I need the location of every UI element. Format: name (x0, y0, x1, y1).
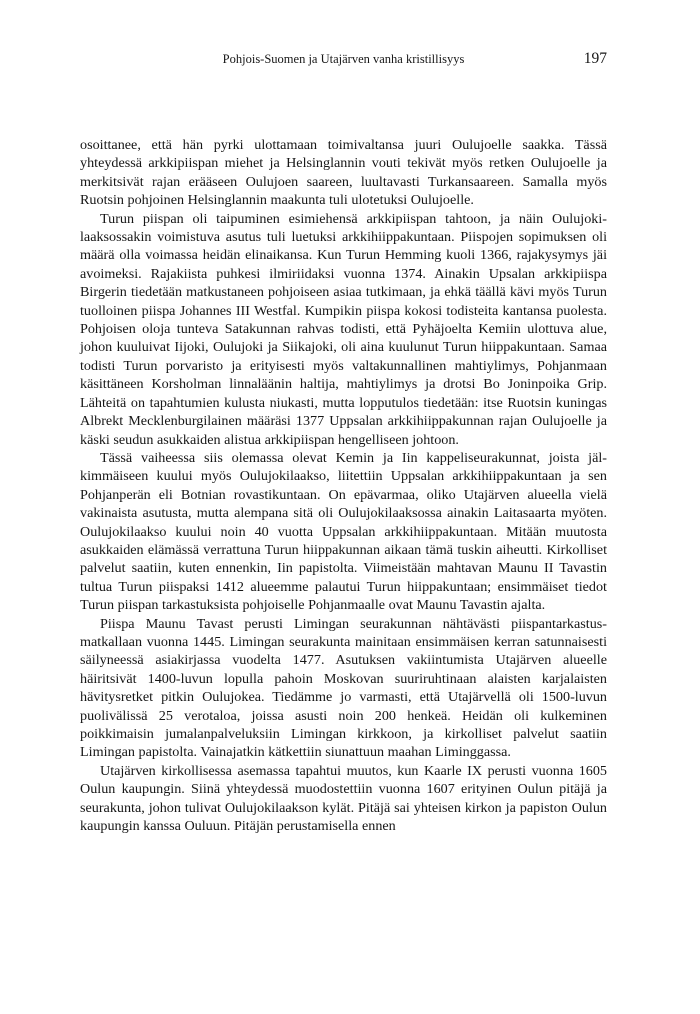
paragraph: osoittanee, että hän pyrki ulottamaan toimivaltansa juuri Oulujoelle saakka. Tässä yhteydessä arkkipiispan miehet ja Helsinglannin vouti tekivät myös retken Oulujoelle ja merkitsivät rajan erääseen Oulujoen saareen, luultavasti Turkansaareen. Samalla myös Ruotsin pohjoinen Helsinglannin maakunta tuli ulotetuksi Oulujoelle. (80, 137, 607, 209)
paragraph: Utajärven kirkollisessa asemassa tapahtui muutos, kun Kaarle IX perusti vuonna 1605 Oulun kaupungin. Siinä yhteydessä muodostettiin vuonna 1607 erityinen Oulun pitäjä ja seurakunta, johon tulivat Oulujokilaakson kylät. Pitäjä sai yhteisen kirkon ja papiston Oulun kaupungin kanssa Ouluun. Pitäjän perustamisella ennen (80, 762, 607, 835)
body-text (80, 136, 607, 835)
page-number: 197 (583, 50, 607, 67)
paragraph: Tässä vaiheessa siis olemassa olevat Kemin ja Iin kappeliseurakunnat, joista jälkimmäiseen kuului myös Oulujokilaakso, liitettiin Uppsalan arkkihiippakuntaan ja sen Pohjanperän eli Botnian rovastikuntaan. On epävarmaa, oliko Utajärven alueella vielä vakinaista asutusta, mutta alempana sitä oli Oulujokilaaksossa ainakin Laitasaarta myöten. Oulujokilaakso kuului noin 40 vuotta Uppsalan arkkihiippakuntaan. Mitään muutosta asukkaiden elämässä verrattuna Turun hiippakunnan aikaan tämä tuskin aiheutti. Kirkolliset palvelut saatiin, kuten ennenkin, Iin papistolta. Viimeistään mahtavan Maunu II Tavastin tultua Turun piispaksi 1412 alueemme palautui Turun hiippakuntaan; ensimmäiset tiedot Turun piispan tarkastuksista pohjoiselle Pohjanmaalle ovat Maunu Tavastin ajalta. (80, 449, 607, 614)
paragraph: Piispa Maunu Tavast perusti Limingan seurakunnan nähtävästi piispantarkastusmatkallaan vuonna 1445. Limingan seurakunta mainitaan ensimmäisen kerran satunnaisesti säilyneessä asiakirjassa vuodelta 1477. Asutuksen vakiintumista Utajärven alueelle häiritsivät 1400-luvun lopulla pahoin Moskovan suuriruhtinaan alaisten karjalaisten hävitysretket pitkin Oulujokea. Tiedämme jo varmasti, että Utajärvellä oli 1500-luvun puolivälissä 25 verotaloa, joissa asusti noin 200 henkeä. Heidän oli kulkeminen poikkimaisin jumalanpalveluksiin Limingan kirkkoon, ja kirkolliset palvelut saatiin Limingan papistolta. Vainajatkin kätkettiin siunattuun maahan Liminggassa. (80, 615, 607, 761)
running-head: Pohjois-Suomen ja Utajärven vanha kristillisyys (222, 52, 465, 66)
paragraph: Turun piispan oli taipuminen esimiehensä arkkipiispan tahtoon, ja näin Oulujokilaaksossakin voimistuva asutus tuli luetuksi arkkihiippakuntaan. Piispojen sopimuksen oli määrä olla voimassa heidän elinaikansa. Kun Turun Hemming kuoli 1366, rajakysymys jäi avoimeksi. Rajakiista puhkesi ilmiriidaksi vuonna 1374. Ainakin Upsalan arkkipiispa Birgerin tiedetään matkustaneen pohjoiseen asiaa tutkimaan, ja ehkä täällä kävi myös Turun tuolloinen piispa Johannes III Westfal. Kumpikin piispa kokosi todisteita kantansa puolesta. Pohjoisen oloja tunteva Satakunnan rahvas todisti, että Pyhäjoelta Kemiin ulottuva alue, johon kuuluivat Iijoki, Oulujoki ja Siikajoki, oli aina kuulunut Turun hiippakuntaan. Samaa todisti Turun porvaristo ja erityisesti myös valtakunnallinen mahtiylimys, Pohjanmaan käsittäneen Korsholman linnaläänin haltija, mahtiylimys ja drotsi Bo Joninpoika Grip. Lähteitä on tapahtumien kulusta niukasti, mutta lopputulos tiedetään: itse Ruotsin kuningas Albrekt Mecklenburgilainen määräsi 1377 Uppsalan arkkihiippakunnan rajan Oulujoelle ja käski seudun asukkaiden alistua arkkipiispan hengelliseen johtoon. (80, 210, 607, 448)
